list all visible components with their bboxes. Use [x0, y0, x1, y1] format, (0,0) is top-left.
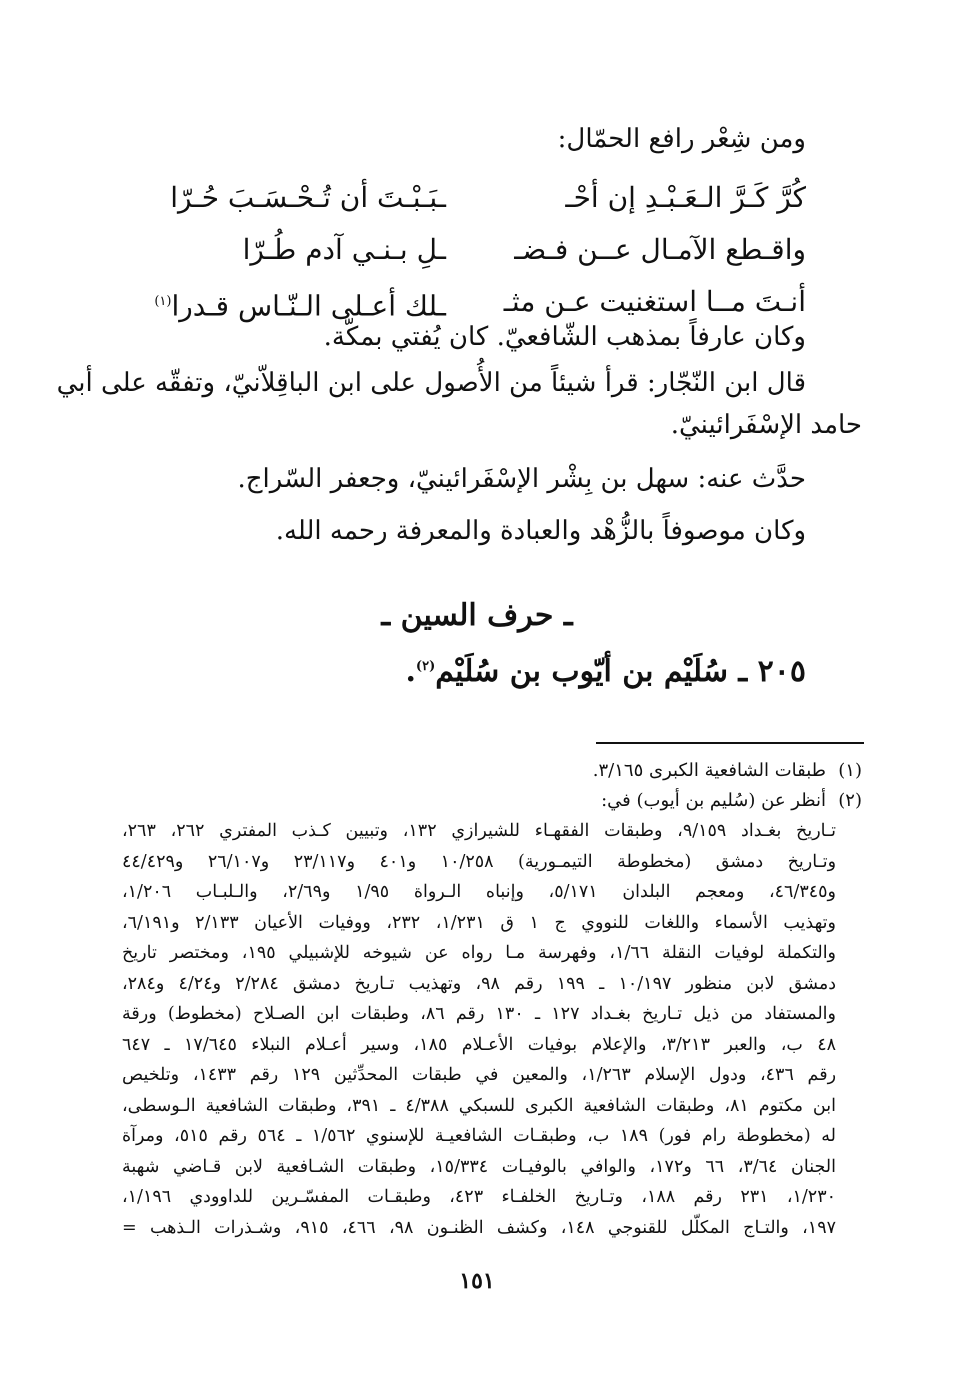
- paragraph-ibn-najjar-cont: حامد الإسْفَرائينيّ.: [670, 410, 862, 440]
- verse-3-first-hemistich: أنـتَ مــا استغنيت عـن مثـ: [503, 285, 806, 318]
- footnote-ref-2[interactable]: (٢): [415, 659, 436, 674]
- verse-2: [146, 224, 806, 276]
- footnote-2-number: (٢): [838, 790, 862, 811]
- reference-line: له (مخطوطة رام فور) ١٨٩ ب، وطبقـات الشافعيـة للإسنوي ١/٥٦٢ ـ ٥٦٤ رقم ٥١٥، ومرآة: [122, 1126, 836, 1146]
- verse-1: [146, 172, 806, 224]
- reference-line: ٤٨ ب، والعبر ٣/٢١٣، والإعلام بوفيات الأعـلام ١٨٥، وسير أعـلام النبلاء ١٧/٦٤٥ ـ ٦٤٧: [122, 1034, 836, 1055]
- verse-3: [146, 276, 806, 328]
- verse-3-text: ـلك أعـلى الـنّـاس قـدرا: [171, 289, 446, 323]
- footnote-ref-1[interactable]: (١): [154, 294, 172, 309]
- paragraph-madhhab: وكان عارفاً بمذهب الشّافعيّ. كان يُفتي بمكّة.: [323, 322, 806, 352]
- footnote-2-references: [122, 816, 836, 1243]
- reference-line: الجنان ٣/٦٤، ٦٦ و١٧٢، والوافي بالوفيـات ١٥/٣٣٤، وطبقات الشـافعية لابن قـاضي شهبة: [122, 1156, 836, 1177]
- reference-line: ابن مكتوم ٨١، وطبقات الشافعية الكبرى للسبكي ٤/٣٨٨ ـ ٣٩١، وطبقات الشافعية الـوسطى،: [122, 1095, 836, 1116]
- paragraph-ibn-najjar: قال ابن النّجّار: قرأ شيئاً من الأُصول على ابن الباقِلاّنيّ، وتفقّه على أبي: [56, 368, 806, 398]
- poetry-intro: ومن شِعْر رافع الحمّال:: [557, 124, 806, 154]
- biography-entry-title: ٢٠٥ ـ سُلَيْم بن أيّوب بن سُلَيْم$^{(٢)}$.: [405, 654, 806, 689]
- paragraph-narrators: حدَّث عنه: سهل بن بِشْر الإسْفَرائينيّ، وجعفر السّراج.: [237, 464, 806, 494]
- reference-line: و٤٦/٣٤٥، ومعجم البلدان ٥/١٧١، وإنباه الـرواة ١/٩٥ و٢/٦٩، والـلبـاب ١/٢٠٦،: [122, 882, 836, 902]
- reference-line: تـاريخ بغـداد ٩/١٥٩، وطبقات الفقهـاء للشيرازي ١٣٢، وتبيين كـذب المفتري ٢٦٢، ٢٦٣،: [122, 821, 836, 841]
- reference-line: ١/٢٣٠، ٢٣١ رقم ١٨٨، وتـاريخ الخلفـاء ٤٢٣، وطبقـات المفسّـرين للداوودي ١/١٩٦،: [122, 1187, 836, 1207]
- poem: [146, 172, 806, 328]
- entry-title-text: ٢٠٥ ـ سُلَيْم بن أيّوب بن سُلَيْم: [435, 654, 806, 689]
- paragraph-description: وكان موصوفاً بالزُّهْد والعبادة والمعرفة رحمه الله.: [275, 516, 806, 546]
- footnote-1: [142, 760, 862, 781]
- footnote-divider: [596, 742, 864, 744]
- verse-2-first-hemistich: واقـطع الآمـال عــن فـضـ: [514, 233, 806, 266]
- reference-line: وتـاريخ دمشق (مخطوطة التيمـورية) ١٠/٢٥٨ و٤٠١ و٢٣/١١٧ و٢٦/١٠٧ و٤٤/٤٢٩: [122, 851, 836, 872]
- reference-line: والمستفاد من ذيل تـاريخ بغـداد ١٢٧ ـ ١٣٠ رقم ٨٦، وطبقات ابن الصـلاح (مخطوط) ورقة: [122, 1004, 836, 1024]
- reference-line: وتهذيب الأسماء واللغات للنووي ج ١ ق ١/٢٣١، ٢٣٢، ووفيات الأعيان ٢/١٣٣ و٦/١٩١،: [122, 912, 836, 933]
- footnote-2: [142, 790, 862, 811]
- reference-line: رقم ٤٣٦، ودول الإسلام ١/٢٦٣، والمعين في طبقات المحدِّثين ١٢٩ رقم ١٤٣٣، وتلخيص: [122, 1065, 836, 1085]
- footnote-2-text: أنظر عن (سُليم بن أيوب) في:: [601, 790, 826, 811]
- reference-line: دمشق لابن منظور ١٠/١٩٧ ـ ١٩٩ رقم ٩٨، وتهذيب تـاريخ دمشق ٢/٢٨٤ و٤/٢٤ و٢٨٤،: [122, 973, 836, 994]
- verse-3-second-hemistich: [146, 276, 446, 328]
- footnote-1-text: طبقات الشافعية الكبرى ٣/١٦٥.: [592, 760, 826, 781]
- section-heading: ـ حرف السين ـ: [381, 598, 573, 633]
- verse-2-second-hemistich: ـلِ بـنـي آدم طُـرّا: [242, 233, 446, 266]
- page-number: ١٥١: [459, 1268, 495, 1294]
- footnote-1-number: (١): [838, 760, 862, 781]
- reference-line: ١٩٧، والتـاج المكلّل للقنوجي ١٤٨، وكشف الظنـون ٩٨، ٤٦٦، ٩١٥، وشـذرات الـذهب =: [122, 1217, 836, 1238]
- reference-line: والتكملة لوفيات النقلة ١/٦٦، وفهرسة مـا رواه عن شيوخه للإشبيلي ١٩٥، ومختصر تاريخ: [122, 943, 836, 963]
- verse-1-first-hemistich: كُرَّ كَـرَّ الـعَـبْـدِ إن أحْـ: [565, 181, 806, 214]
- verse-1-second-hemistich: ـبَـبْـتَ أن تُـحْـسَـبَ حُـرّا: [170, 181, 446, 214]
